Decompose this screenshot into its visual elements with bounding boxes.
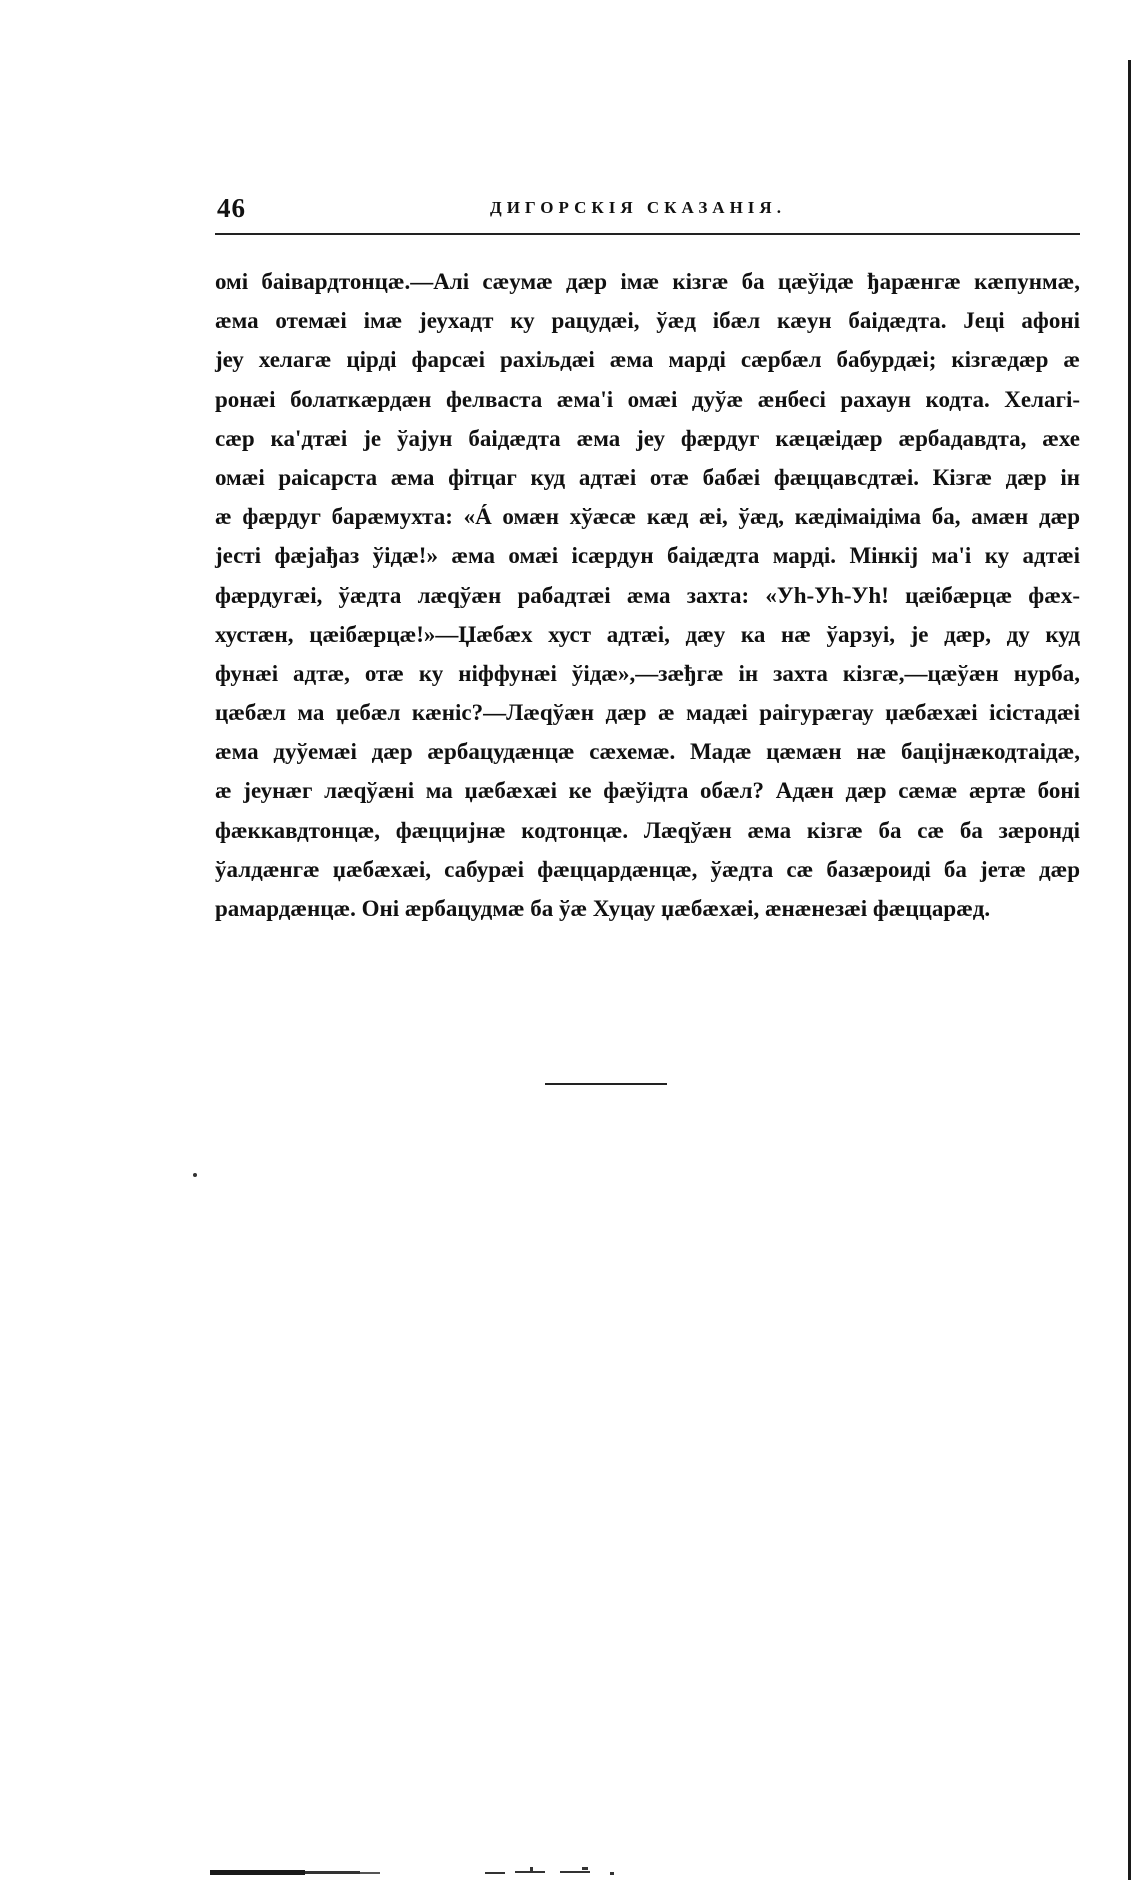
text-line: ўалдæнгæ џæбæхæі, сабурæі фæццардæнцæ, ўæдта сæ базæроиді ба јетæ дæр bbox=[215, 856, 1080, 882]
page-number: 46 bbox=[217, 193, 246, 223]
scan-artifact bbox=[210, 1862, 670, 1878]
text-line: омі баівардтонцæ.—Алі сæумæ дæр імæ кізгæ ба цæўідæ ђарæнгæ кæпунмæ, bbox=[215, 269, 1080, 294]
text-line: сæр ка'дтæі је ўајун баідæдта æма јеу фæрдуг кæцæідæр æрбадавдта, æхе bbox=[215, 425, 1080, 451]
text-line: æма дуўемæі дæр æрбацудæнцæ сæхемæ. Мадæ цæмæн нæ баціјнæкодтаідæ, bbox=[215, 739, 1080, 765]
text-line: фæккавдтонцæ, фæццијнæ кодтонцæ. Лæqўæн æма кізгæ ба сæ ба зæронді bbox=[215, 817, 1080, 843]
end-of-text-rule bbox=[545, 1083, 667, 1085]
text-line: омæі раісарста æма фітцаг куд адтæі отæ бабæі фæццавсдтæі. Кізгæ дæр ін bbox=[215, 464, 1080, 490]
page-edge-rule bbox=[1128, 60, 1131, 1880]
text-line: рамардæнцæ. Оні æрбацудмæ ба ўæ Хуцау џæбæхæі, æнæнезæі фæццарæд. bbox=[215, 896, 991, 921]
text-line: ронæі болаткæрдæн фелваста æма'і омæі дуўæ æнбесі рахаун кодта. Хелагі- bbox=[215, 386, 1080, 412]
running-title: ДИГОРСКІЯ СКАЗАНІЯ. bbox=[490, 198, 786, 217]
text-line: æ фæрдуг барæмухта: «Á омæн хўæсæ кæд æі, ўæд, кæдімаідіма ба, амæн дæр bbox=[215, 504, 1080, 530]
text-line: цæбæл ма џебæл кæніс?—Лæqўæн дæр æ мадæі раігурæгау џæбæхæі ісістадæі bbox=[215, 700, 1080, 726]
text-line: фунæі адтæ, отæ ку ніффунæі ўідæ»,—зæђгæ ін захта кізгæ,—цæўæн нурба, bbox=[215, 660, 1080, 686]
text-line: јеу хелагæ цірді фарсæі рахіљдæі æма марді сæрбæл бабурдæі; кізгæдæр æ bbox=[215, 347, 1080, 373]
text-line: хустæн, цæібæрцæ!»—Џæбæх хуст адтæі, дæу ка нæ ўарзуі, је дæр, ду куд bbox=[215, 621, 1080, 647]
scan-speck bbox=[193, 1173, 197, 1177]
text-line: æ јеунæг лæqўæні ма џæбæхæі ке фæўідта обæл? Адæн дæр сæмæ æртæ боні bbox=[215, 778, 1080, 804]
text-line: јесті фæјађаз ўідæ!» æма омæі ісæрдун баідæдта марді. Мінкіј ма'і ку адтæі bbox=[215, 543, 1080, 569]
body-text bbox=[215, 262, 1080, 928]
text-line: фæрдугæі, ўæдта лæqўæн рабадтæі æма захта: «Уh-Уh-Уh! цæібæрцæ фæх- bbox=[215, 582, 1080, 608]
header-rule bbox=[215, 233, 1080, 235]
text-line: æма отемæі імæ јеухадт ку рацудæі, ўæд ібæл кæун баідæдта. Јеці афоні bbox=[215, 308, 1080, 334]
